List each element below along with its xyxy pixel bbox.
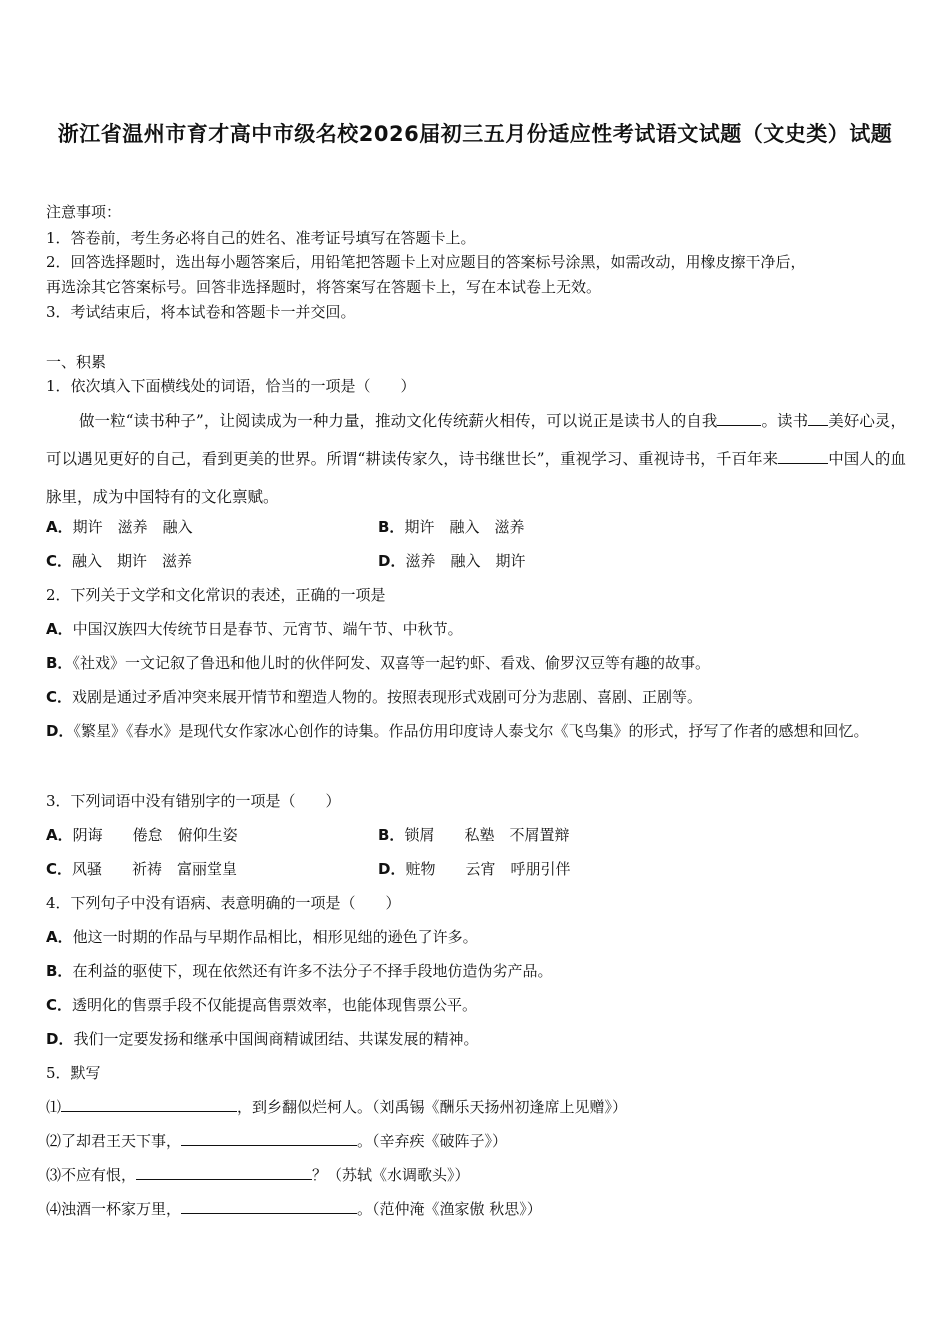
option-label: D． — [378, 860, 406, 878]
q3-option-c — [46, 859, 237, 879]
option-label: B． — [46, 654, 73, 672]
line-prefix: ⑷浊酒一杯家万里， — [46, 1200, 182, 1218]
option-text: 滋养 融入 期许 — [405, 552, 526, 570]
fill-blank-2 — [808, 411, 828, 426]
section-heading: 一、积累 — [46, 353, 107, 371]
q1-option-d — [378, 551, 525, 571]
q4-stem: 4．下列句子中没有语病、表意明确的一项是（ ） — [46, 894, 401, 912]
option-text: 《社戏》一文记叙了鲁迅和他儿时的伙伴阿发、双喜等一起钓虾、看戏、偷罗汉豆等有趣的故事。 — [72, 654, 710, 672]
q4-option-a — [46, 927, 478, 947]
q3-option-d — [378, 859, 570, 879]
notice-item-3: 3．考试结束后，将本试卷和答题卡一并交回。 — [46, 303, 356, 321]
option-text: 阴诲 倦怠 俯仰生姿 — [72, 826, 238, 844]
answer-blank-3 — [136, 1165, 312, 1180]
line-prefix: ⑶不应有恨， — [46, 1166, 137, 1184]
page-title: 浙江省温州市育才高中市级名校2026届初三五月份适应性考试语文试题（文史类）试题 — [57, 122, 893, 146]
option-text: 《繁星》《春水》是现代女作家冰心创作的诗集。作品仿用印度诗人泰戈尔《飞鸟集》的形式，抒写了作者的感想和回忆。 — [73, 722, 869, 740]
option-text: 融入 期许 滋养 — [72, 552, 193, 570]
q3-option-b — [378, 825, 569, 845]
notice-item-1: 1．答卷前，考生务必将自己的姓名、准考证号填写在答题卡上。 — [46, 229, 476, 247]
option-label: D． — [46, 1030, 74, 1048]
option-text: 赃物 云宵 呼朋引伴 — [405, 860, 571, 878]
q5-line-4 — [46, 1199, 542, 1219]
answer-blank-1 — [61, 1097, 237, 1112]
line-suffix: 。（范仲淹《渔家傲 秋思》） — [357, 1200, 542, 1218]
notice-item-2b: 再选涂其它答案标号。回答非选择题时，将答案写在答题卡上，写在本试卷上无效。 — [46, 278, 602, 296]
option-label: D． — [378, 552, 406, 570]
q1-passage-part2: 。读书 — [761, 412, 809, 430]
line-suffix: ？（苏轼《水调歌头》） — [312, 1166, 470, 1184]
line-prefix: ⑵了却君王天下事， — [46, 1132, 182, 1150]
option-label: A． — [46, 518, 73, 536]
notice-header: 注意事项： — [46, 203, 122, 221]
option-label: C． — [46, 552, 73, 570]
option-text: 风骚 祈祷 富丽堂皇 — [72, 860, 238, 878]
option-text: 中国汉族四大传统节日是春节、元宵节、端午节、中秋节。 — [72, 620, 463, 638]
option-label: A． — [46, 826, 73, 844]
q1-option-c — [46, 551, 192, 571]
q2-option-c — [46, 687, 702, 707]
option-text: 锁屑 私塾 不屑置辩 — [404, 826, 570, 844]
option-label: C． — [46, 996, 73, 1014]
option-label: A． — [46, 620, 73, 638]
q1-passage-part4: 中国人的血脉里，成为中国特有的文化禀赋。 — [46, 450, 906, 506]
q1-option-b — [378, 517, 524, 537]
fill-blank-3 — [778, 449, 828, 464]
line-suffix: 。（辛弃疾《破阵子》） — [357, 1132, 508, 1150]
q2-option-d — [46, 712, 906, 750]
option-text: 戏剧是通过矛盾冲突来展开情节和塑造人物的。按照表现形式戏剧可分为悲剧、喜剧、正剧等。 — [72, 688, 703, 706]
q5-line-1 — [46, 1097, 627, 1117]
q2-option-b — [46, 653, 710, 673]
option-label: C． — [46, 688, 73, 706]
fill-blank-1 — [717, 411, 761, 426]
q1-option-a — [46, 517, 193, 537]
q4-option-d — [46, 1029, 478, 1049]
q3-stem: 3．下列词语中没有错别字的一项是（ ） — [46, 792, 341, 810]
q1-passage — [46, 402, 906, 516]
notice-item-2a: 2．回答选择题时，选出每小题答案后，用铅笔把答题卡上对应题目的答案标号涂黑，如需改动，用橡皮擦干净后， — [46, 253, 806, 271]
q1-stem: 1．依次填入下面横线处的词语，恰当的一项是（ ） — [46, 377, 416, 395]
q2-stem: 2．下列关于文学和文化常识的表述，正确的一项是 — [46, 586, 386, 604]
q5-line-3 — [46, 1165, 470, 1185]
option-label: C． — [46, 860, 73, 878]
q5-line-2 — [46, 1131, 507, 1151]
q4-option-c — [46, 995, 477, 1015]
q1-passage-part1: 做一粒“读书种子”，让阅读成为一种力量，推动文化传统薪火相传，可以说正是读书人的自我 — [79, 412, 718, 430]
option-text: 期许 融入 滋养 — [404, 518, 525, 536]
option-text: 我们一定要发扬和继承中国闽商精诚团结、共谋发展的精神。 — [73, 1030, 479, 1048]
option-label: B． — [378, 518, 405, 536]
q2-option-a — [46, 619, 463, 639]
q3-option-a — [46, 825, 238, 845]
answer-blank-2 — [181, 1131, 357, 1146]
line-prefix: ⑴ — [46, 1098, 62, 1116]
option-label: B． — [46, 962, 73, 980]
answer-blank-4 — [181, 1199, 357, 1214]
option-label: B． — [378, 826, 405, 844]
q1-passage-part3: 美好心灵，可以遇见更好的自己，看到更美的世界。所谓“耕读传家久，诗书继世长”，重视学习、重视诗书，千百年来 — [46, 412, 906, 468]
option-text: 期许 滋养 融入 — [72, 518, 193, 536]
line-suffix: ，到乡翻似烂柯人。（刘禹锡《酬乐天扬州初逢席上见赠》） — [237, 1098, 628, 1116]
option-text: 在利益的驱使下，现在依然还有许多不法分子不择手段地仿造伪劣产品。 — [72, 962, 553, 980]
option-label: A． — [46, 928, 73, 946]
q5-stem: 5．默写 — [46, 1064, 101, 1082]
option-text: 透明化的售票手段不仅能提高售票效率，也能体现售票公平。 — [72, 996, 478, 1014]
option-label: D． — [46, 722, 74, 740]
option-text: 他这一时期的作品与早期作品相比，相形见绌的逊色了许多。 — [72, 928, 478, 946]
q4-option-b — [46, 961, 552, 981]
